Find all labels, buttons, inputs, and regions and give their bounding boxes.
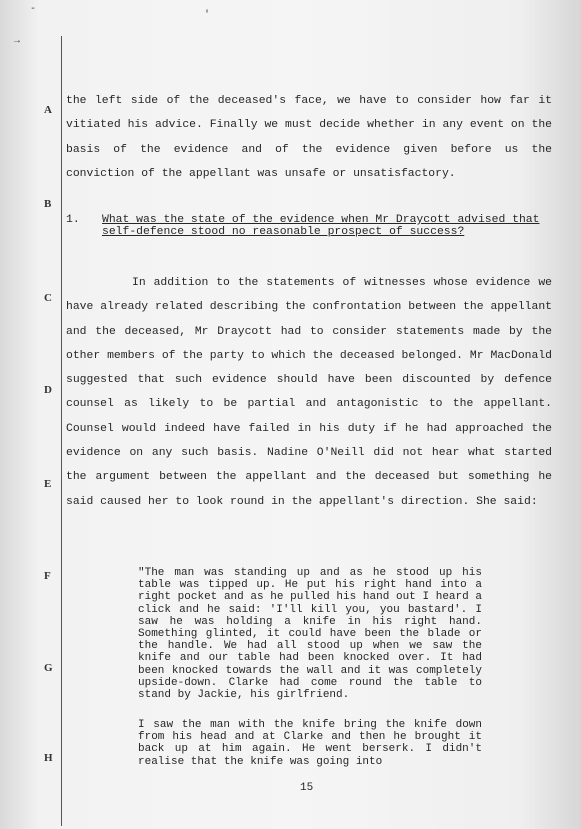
margin-letter: E [44, 478, 52, 490]
heading-text: What was the state of the evidence when Mr Draycott advised that self-defence stood no reasonable prospect of success? [102, 214, 540, 238]
scan-mark: - [30, 4, 37, 15]
page-number: 15 [300, 782, 314, 794]
quoted-statement-1: "The man was standing up and as he stood up his table was tipped up. He put his right hand into a right pocket and as he pulled his hand out I heard a click and he said: 'I'll kill you, you bastard'. I saw he was holding a knife in his right hand. Something glinted, it could have been the blade or the handle. We had all stood up when we saw the knife and our table had been knocked over. It had been knocked towards the wall and it was completely upside-down. Clarke had come round the table to stand by Jackie, his girlfriend. [138, 567, 482, 702]
margin-letter: H [44, 752, 53, 764]
margin-letter: C [44, 292, 52, 304]
margin-letter: G [44, 662, 53, 674]
margin-rule [61, 36, 62, 826]
scan-mark: ' [204, 10, 211, 21]
margin-letter: D [44, 384, 52, 396]
margin-letter: B [44, 198, 52, 210]
margin-letter: F [44, 570, 51, 582]
paragraph-intro: the left side of the deceased's face, we have to consider how far it vitiated his advice. Finally we must decide whether in any event on the basis of the evidence and of the evidence given before us the conviction of the appellant was unsafe or unsatisfactory. [66, 95, 552, 180]
margin-letter: A [44, 104, 52, 116]
quoted-statement-2: I saw the man with the knife bring the knife down from his head and at Clarke and then he brought it back up at him again. He went berserk. I didn't realise that the knife was going into [138, 719, 482, 768]
scan-mark: → [14, 36, 21, 47]
paragraph-evidence: In addition to the statements of witnesses whose evidence we have already related describing the confrontation between the appellant and the deceased, Mr Draycott had to consider statements made by the other members of the party to which the deceased belonged. Mr MacDonald suggested that such evidence should have been discounted by defence counsel as likely to be partial and antagonistic to the appellant. Counsel would indeed have failed in his duty if he had approached the evidence on any such basis. Nadine O'Neill did not hear what started the argument between the appellant and the deceased but something he said caused her to look round in the appellant's direction. She said: [66, 277, 552, 508]
heading-number: 1. [66, 214, 80, 226]
